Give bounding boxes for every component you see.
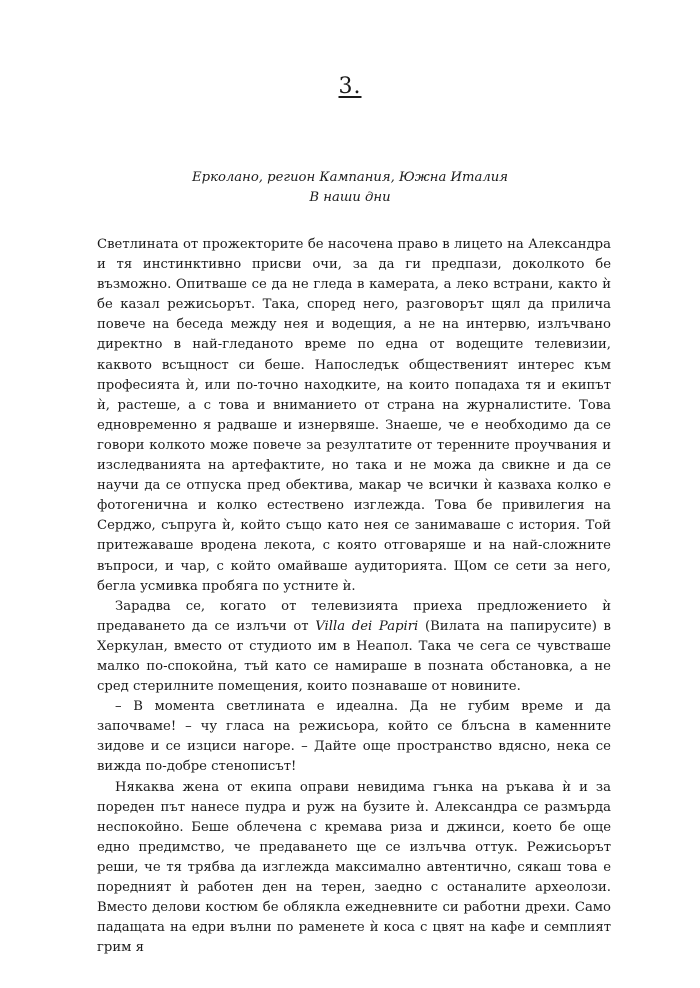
villa-name-italic: Villa dei Papiri bbox=[315, 618, 419, 634]
location-place: Ерколано, регион Кампания, Южна Италия bbox=[192, 170, 508, 185]
paragraph-2-start: Зарадва се, когато от телевизията приеха предложението ѝ предаването да се излъчи от bbox=[97, 598, 611, 634]
chapter-body bbox=[97, 235, 611, 958]
chapter-number: 3. bbox=[338, 74, 362, 99]
chapter-location-heading bbox=[0, 168, 700, 208]
paragraph-3-dialogue: – В момента светлината е идеална. Да не губим време и да започваме! – чу гласа на режисьора, който се блъсна в каменните зидове и се изциси нагоре. – Дайте още пространство вдясно, нека се вижда по-добре стенописът! bbox=[97, 699, 611, 775]
location-time: В наши дни bbox=[309, 190, 391, 205]
paragraph-2-end: (Вилата на папирусите) в Херкулан, вместо от студиото им в Неапол. Така че сега се чувстваше малко по-спокойна, тъй като се намираше в позната обстановка, а не сред стерилните помещения, които познаваше от новините. bbox=[97, 618, 611, 695]
paragraph-4: Някаква жена от екипа оправи невидима гънка на ръкава ѝ и за пореден път нанесе пудра и руж на бузите ѝ. Александра се размърда неспокойно. Беше облечена с кремава риза и джинси, което бе още едно предимство, че предаването ще се излъчва оттук. Режисьорът реши, че тя трябва да изглежда максимално автентично, сякаш това е поредният ѝ работен ден на терен, заедно с останалите археолози. Вместо делови костюм бе облякла ежедневните си работни дрехи. Само падащата на едри вълни по раменете ѝ коса с цвят на кафе и семплият грим я bbox=[97, 779, 611, 956]
paragraph-2 bbox=[97, 597, 611, 697]
paragraph-1: Светлината от прожекторите бе насочена право в лицето на Александра и тя инстинктивно присви очи, за да ги предпази, доколкото бе възможно. Опитваше се да не гледа в камерата, а леко встрани, както ѝ бе казал режисьорът. Така, според него, разговорът щял да прилича повече на беседа между нея и водещия, а не на интервю, излъчвано директно в най-гледаното време по една от водещите телевизии, каквото всъщност си беше. Напоследък общественият интерес към професията ѝ, или по-точно находките, на които попадаха тя и екипът ѝ, растеше, а с това и вниманието от страна на журналистите. Това едновременно я радваше и изнервяше. Знаеше, че е необходимо да се говори колкото може повече за резултатите от теренните проучвания и изследванията на артефактите, но така и не можа да свикне и да се научи да се отпуска пред обектива, макар че всички ѝ казваха колко е фотогенична и колко естествено изглежда. Това бе привилегия на Серджо, съпруга ѝ, който също като нея се занимаваше с история. Той притежаваше вродена лекота, с която отговаряше и на най-сложните въпроси, и чар, с който омайваше аудиторията. Щом се сети за него, бегла усмивка пробяга по устните ѝ. bbox=[97, 237, 611, 594]
